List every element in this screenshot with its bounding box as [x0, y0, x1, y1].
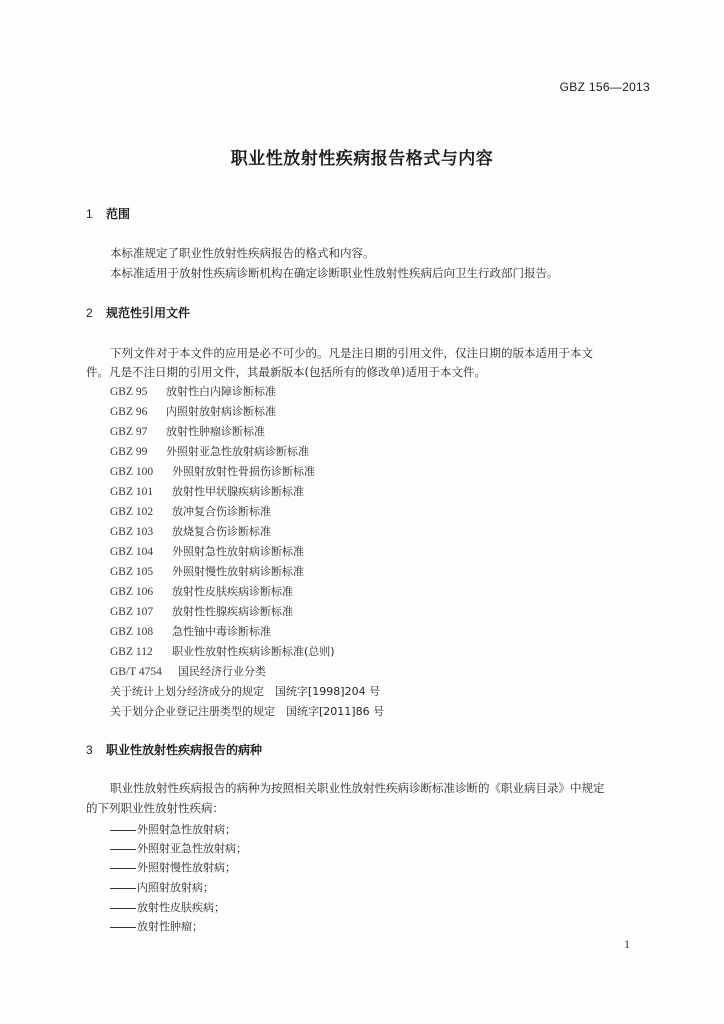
standard-code: GBZ 156—2013: [559, 80, 650, 94]
reference-name: 放冲复合伤诊断标准: [172, 505, 271, 518]
document-title: 职业性放射性疾病报告格式与内容: [230, 149, 494, 169]
dash-mark: [110, 927, 136, 928]
reference-name: 放射性性腺疾病诊断标准: [172, 605, 293, 618]
disease-name: 外照射慢性放射病；: [137, 861, 236, 874]
disease-name: 内照射放射病；: [137, 881, 214, 894]
reference-name: 放射性甲状腺疾病诊断标准: [172, 485, 304, 498]
disease-name: 外照射急性放射病；: [137, 823, 236, 836]
section-2-heading: [86, 304, 190, 321]
reference-name: 放烧复合伤诊断标准: [172, 525, 271, 538]
dash-mark: [110, 888, 136, 889]
reference-item: [110, 523, 271, 539]
reference-item: 关于划分企业登记注册类型的规定 国统字[2011]86 号: [110, 705, 385, 718]
reference-item: 关于统计上划分经济成分的规定 国统字[1998]204 号: [110, 685, 381, 698]
reference-item: [110, 503, 271, 519]
reference-code: GBZ 96: [110, 406, 148, 418]
disease-list-item: [110, 821, 236, 837]
reference-code: GBZ 97: [110, 426, 148, 438]
paragraph: 的下列职业性放射性疾病：: [86, 801, 224, 815]
reference-code: GBZ 105: [110, 566, 154, 578]
reference-name: 放射性皮肤疾病诊断标准: [172, 585, 293, 598]
reference-item: [110, 443, 309, 459]
reference-item: [110, 663, 266, 679]
dash-mark: [110, 830, 136, 831]
disease-list-item: [110, 879, 214, 895]
disease-name: 外照射亚急性放射病；: [137, 842, 247, 855]
section-number: 3: [86, 743, 93, 757]
reference-code: GBZ 103: [110, 526, 154, 538]
paragraph: 件。凡是不注日期的引用文件，其最新版本(包括所有的修改单)适用于本文件。: [86, 365, 486, 379]
reference-code: GBZ 95: [110, 386, 148, 398]
reference-code: GBZ 106: [110, 586, 154, 598]
reference-item: [110, 403, 276, 419]
dash-mark: [110, 849, 136, 850]
section-title: 职业性放射性疾病报告的病种: [106, 743, 263, 757]
section-title: 规范性引用文件: [106, 306, 191, 320]
reference-name: 外照射亚急性放射病诊断标准: [166, 445, 309, 458]
disease-list-item: [110, 859, 236, 875]
reference-item: [110, 423, 265, 439]
reference-item: [110, 563, 304, 579]
disease-name: 放射性皮肤疾病；: [137, 901, 225, 914]
reference-code: GBZ 99: [110, 446, 148, 458]
reference-item: [110, 603, 293, 619]
section-3-heading: [86, 741, 262, 758]
reference-item: [110, 623, 271, 639]
reference-name: 外照射放射性骨损伤诊断标准: [172, 465, 315, 478]
reference-code: GBZ 101: [110, 486, 154, 498]
disease-name: 放射性肿瘤；: [137, 920, 203, 933]
reference-code: GBZ 100: [110, 466, 154, 478]
reference-code: GB/T 4754: [110, 666, 162, 678]
section-1-heading: [86, 205, 130, 222]
reference-item: [110, 463, 315, 479]
paragraph: 职业性放射性疾病报告的病种为按照相关职业性放射性疾病诊断标准诊断的《职业病目录》中规定: [110, 781, 605, 795]
reference-item: [110, 543, 304, 559]
reference-item: [110, 643, 335, 659]
reference-name: 外照射慢性放射病诊断标准: [172, 565, 304, 578]
reference-code: GBZ 102: [110, 506, 154, 518]
page-number: 1: [624, 937, 630, 951]
reference-code: GBZ 104: [110, 546, 154, 558]
reference-code: GBZ 107: [110, 606, 154, 618]
reference-code: GBZ 108: [110, 626, 154, 638]
reference-name: 内照射放射病诊断标准: [166, 405, 276, 418]
reference-item: [110, 383, 276, 399]
reference-code: GBZ 112: [110, 646, 153, 658]
reference-name: 国民经济行业分类: [178, 665, 266, 678]
dash-mark: [110, 908, 136, 909]
reference-name: 放射性白内障诊断标准: [166, 385, 276, 398]
disease-list-item: [110, 840, 247, 856]
dash-mark: [110, 868, 136, 869]
section-number: 2: [86, 306, 93, 320]
paragraph: 本标准适用于放射性疾病诊断机构在确定诊断职业性放射性疾病后向卫生行政部门报告。: [110, 266, 559, 280]
disease-list-item: [110, 918, 203, 934]
reference-item: [110, 483, 304, 499]
section-title: 范围: [106, 207, 131, 221]
reference-name: 放射性肿瘤诊断标准: [166, 425, 265, 438]
paragraph: 下列文件对于本文件的应用是必不可少的。凡是注日期的引用文件，仅注日期的版本适用于本文: [110, 346, 593, 360]
disease-list-item: [110, 899, 225, 915]
reference-name: 急性铀中毒诊断标准: [172, 625, 271, 638]
reference-name: 职业性放射性疾病诊断标准(总则): [172, 645, 335, 658]
paragraph: 本标准规定了职业性放射性疾病报告的格式和内容。: [110, 246, 375, 260]
reference-item: [110, 583, 293, 599]
section-number: 1: [86, 207, 93, 221]
reference-name: 外照射急性放射病诊断标准: [172, 545, 304, 558]
